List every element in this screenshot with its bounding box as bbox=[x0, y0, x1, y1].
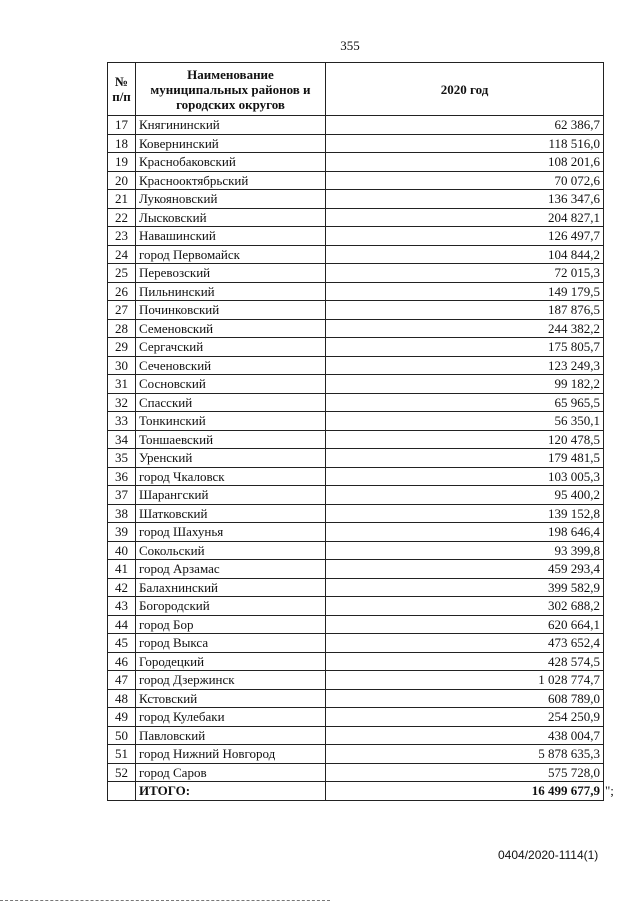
row-number: 34 bbox=[108, 430, 136, 449]
row-name: Лукояновский bbox=[136, 190, 326, 209]
page-number: 355 bbox=[340, 38, 360, 53]
row-value: 244 382,2 bbox=[326, 319, 604, 338]
row-number: 47 bbox=[108, 671, 136, 690]
table-row bbox=[108, 430, 604, 449]
row-number: 29 bbox=[108, 338, 136, 357]
row-value: 254 250,9 bbox=[326, 708, 604, 727]
row-name: Сергачский bbox=[136, 338, 326, 357]
table-row bbox=[108, 356, 604, 375]
row-number: 36 bbox=[108, 467, 136, 486]
row-value: 123 249,3 bbox=[326, 356, 604, 375]
row-name: Семеновский bbox=[136, 319, 326, 338]
row-value: 56 350,1 bbox=[326, 412, 604, 431]
closing-quote-mark: "; bbox=[605, 783, 614, 798]
row-number: 19 bbox=[108, 153, 136, 172]
row-number: 30 bbox=[108, 356, 136, 375]
row-name: Навашинский bbox=[136, 227, 326, 246]
table-row bbox=[108, 153, 604, 172]
row-value: 126 497,7 bbox=[326, 227, 604, 246]
row-name: Сосновский bbox=[136, 375, 326, 394]
row-name: Тоншаевский bbox=[136, 430, 326, 449]
table-row bbox=[108, 412, 604, 431]
row-name: город Бор bbox=[136, 615, 326, 634]
row-name: город Кулебаки bbox=[136, 708, 326, 727]
table-row bbox=[108, 745, 604, 764]
table-row bbox=[108, 578, 604, 597]
total-label: ИТОГО: bbox=[136, 782, 326, 801]
row-value: 95 400,2 bbox=[326, 486, 604, 505]
table-row bbox=[108, 541, 604, 560]
row-name: город Выкса bbox=[136, 634, 326, 653]
row-value: 93 399,8 bbox=[326, 541, 604, 560]
row-number: 40 bbox=[108, 541, 136, 560]
table-row bbox=[108, 597, 604, 616]
total-row bbox=[108, 782, 604, 801]
table-row bbox=[108, 171, 604, 190]
row-number: 18 bbox=[108, 134, 136, 153]
row-name: город Нижний Новгород bbox=[136, 745, 326, 764]
header-year: 2020 год bbox=[326, 63, 604, 116]
row-value: 103 005,3 bbox=[326, 467, 604, 486]
row-value: 136 347,6 bbox=[326, 190, 604, 209]
row-number: 50 bbox=[108, 726, 136, 745]
table-row bbox=[108, 301, 604, 320]
row-number: 17 bbox=[108, 116, 136, 135]
row-name: Богородский bbox=[136, 597, 326, 616]
row-value: 70 072,6 bbox=[326, 171, 604, 190]
row-value: 175 805,7 bbox=[326, 338, 604, 357]
row-value: 302 688,2 bbox=[326, 597, 604, 616]
table-row bbox=[108, 726, 604, 745]
table-row bbox=[108, 375, 604, 394]
row-number: 25 bbox=[108, 264, 136, 283]
row-number: 21 bbox=[108, 190, 136, 209]
table-row bbox=[108, 523, 604, 542]
row-number: 48 bbox=[108, 689, 136, 708]
table-row bbox=[108, 282, 604, 301]
row-value: 473 652,4 bbox=[326, 634, 604, 653]
table-row bbox=[108, 615, 604, 634]
row-value: 99 182,2 bbox=[326, 375, 604, 394]
table-row bbox=[108, 190, 604, 209]
row-value: 149 179,5 bbox=[326, 282, 604, 301]
row-name: Городецкий bbox=[136, 652, 326, 671]
table-row bbox=[108, 560, 604, 579]
row-value: 104 844,2 bbox=[326, 245, 604, 264]
row-number: 37 bbox=[108, 486, 136, 505]
footer-divider bbox=[0, 900, 330, 903]
row-name: Краснобаковский bbox=[136, 153, 326, 172]
row-name: Пильнинский bbox=[136, 282, 326, 301]
row-number: 43 bbox=[108, 597, 136, 616]
row-name: Перевозский bbox=[136, 264, 326, 283]
row-value: 139 152,8 bbox=[326, 504, 604, 523]
row-name: город Арзамас bbox=[136, 560, 326, 579]
row-number: 24 bbox=[108, 245, 136, 264]
table-header-row bbox=[108, 63, 604, 116]
table-row bbox=[108, 319, 604, 338]
row-value: 62 386,7 bbox=[326, 116, 604, 135]
table-body bbox=[108, 116, 604, 782]
header-num: № п/п bbox=[108, 63, 136, 116]
table-row bbox=[108, 504, 604, 523]
table-row bbox=[108, 763, 604, 782]
row-name: Починковский bbox=[136, 301, 326, 320]
document-code: 0404/2020-1114(1) bbox=[498, 848, 599, 862]
table-row bbox=[108, 227, 604, 246]
row-value: 120 478,5 bbox=[326, 430, 604, 449]
row-name: Сеченовский bbox=[136, 356, 326, 375]
table-row bbox=[108, 264, 604, 283]
row-name: Краснооктябрьский bbox=[136, 171, 326, 190]
total-value: 16 499 677,9 bbox=[326, 782, 604, 801]
row-number: 33 bbox=[108, 412, 136, 431]
row-number: 46 bbox=[108, 652, 136, 671]
row-value: 428 574,5 bbox=[326, 652, 604, 671]
row-number: 51 bbox=[108, 745, 136, 764]
row-number: 27 bbox=[108, 301, 136, 320]
row-name: Спасский bbox=[136, 393, 326, 412]
row-number: 39 bbox=[108, 523, 136, 542]
table-row bbox=[108, 393, 604, 412]
row-name: Шарангский bbox=[136, 486, 326, 505]
row-value: 575 728,0 bbox=[326, 763, 604, 782]
table-row bbox=[108, 634, 604, 653]
row-name: Шатковский bbox=[136, 504, 326, 523]
table-row bbox=[108, 671, 604, 690]
row-number: 41 bbox=[108, 560, 136, 579]
row-name: Княгининский bbox=[136, 116, 326, 135]
row-name: Ковернинский bbox=[136, 134, 326, 153]
row-name: город Саров bbox=[136, 763, 326, 782]
row-value: 399 582,9 bbox=[326, 578, 604, 597]
row-value: 5 878 635,3 bbox=[326, 745, 604, 764]
row-value: 459 293,4 bbox=[326, 560, 604, 579]
row-value: 608 789,0 bbox=[326, 689, 604, 708]
row-value: 438 004,7 bbox=[326, 726, 604, 745]
row-number: 23 bbox=[108, 227, 136, 246]
table-row bbox=[108, 708, 604, 727]
row-number: 28 bbox=[108, 319, 136, 338]
row-number: 38 bbox=[108, 504, 136, 523]
row-name: Кстовский bbox=[136, 689, 326, 708]
row-value: 72 015,3 bbox=[326, 264, 604, 283]
total-empty-cell bbox=[108, 782, 136, 801]
table-row bbox=[108, 134, 604, 153]
header-name: Наименование муниципальных районов и городских округов bbox=[136, 63, 326, 116]
row-number: 44 bbox=[108, 615, 136, 634]
row-number: 20 bbox=[108, 171, 136, 190]
row-number: 42 bbox=[108, 578, 136, 597]
table-row bbox=[108, 652, 604, 671]
row-value: 620 664,1 bbox=[326, 615, 604, 634]
table-row bbox=[108, 689, 604, 708]
row-number: 32 bbox=[108, 393, 136, 412]
row-number: 22 bbox=[108, 208, 136, 227]
row-number: 26 bbox=[108, 282, 136, 301]
table-row bbox=[108, 486, 604, 505]
budget-table bbox=[107, 62, 604, 801]
row-name: Уренский bbox=[136, 449, 326, 468]
table-row bbox=[108, 245, 604, 264]
row-name: Лысковский bbox=[136, 208, 326, 227]
row-name: город Первомайск bbox=[136, 245, 326, 264]
row-name: Сокольский bbox=[136, 541, 326, 560]
table-row bbox=[108, 116, 604, 135]
row-value: 179 481,5 bbox=[326, 449, 604, 468]
row-name: Павловский bbox=[136, 726, 326, 745]
row-name: город Чкаловск bbox=[136, 467, 326, 486]
table-row bbox=[108, 208, 604, 227]
table-row bbox=[108, 449, 604, 468]
row-name: город Дзержинск bbox=[136, 671, 326, 690]
row-number: 45 bbox=[108, 634, 136, 653]
row-value: 118 516,0 bbox=[326, 134, 604, 153]
row-value: 65 965,5 bbox=[326, 393, 604, 412]
row-number: 49 bbox=[108, 708, 136, 727]
row-number: 31 bbox=[108, 375, 136, 394]
row-value: 1 028 774,7 bbox=[326, 671, 604, 690]
table-row bbox=[108, 338, 604, 357]
row-name: Балахнинский bbox=[136, 578, 326, 597]
row-name: город Шахунья bbox=[136, 523, 326, 542]
row-value: 108 201,6 bbox=[326, 153, 604, 172]
row-number: 52 bbox=[108, 763, 136, 782]
row-name: Тонкинский bbox=[136, 412, 326, 431]
row-number: 35 bbox=[108, 449, 136, 468]
row-value: 187 876,5 bbox=[326, 301, 604, 320]
row-value: 204 827,1 bbox=[326, 208, 604, 227]
table-row bbox=[108, 467, 604, 486]
row-value: 198 646,4 bbox=[326, 523, 604, 542]
